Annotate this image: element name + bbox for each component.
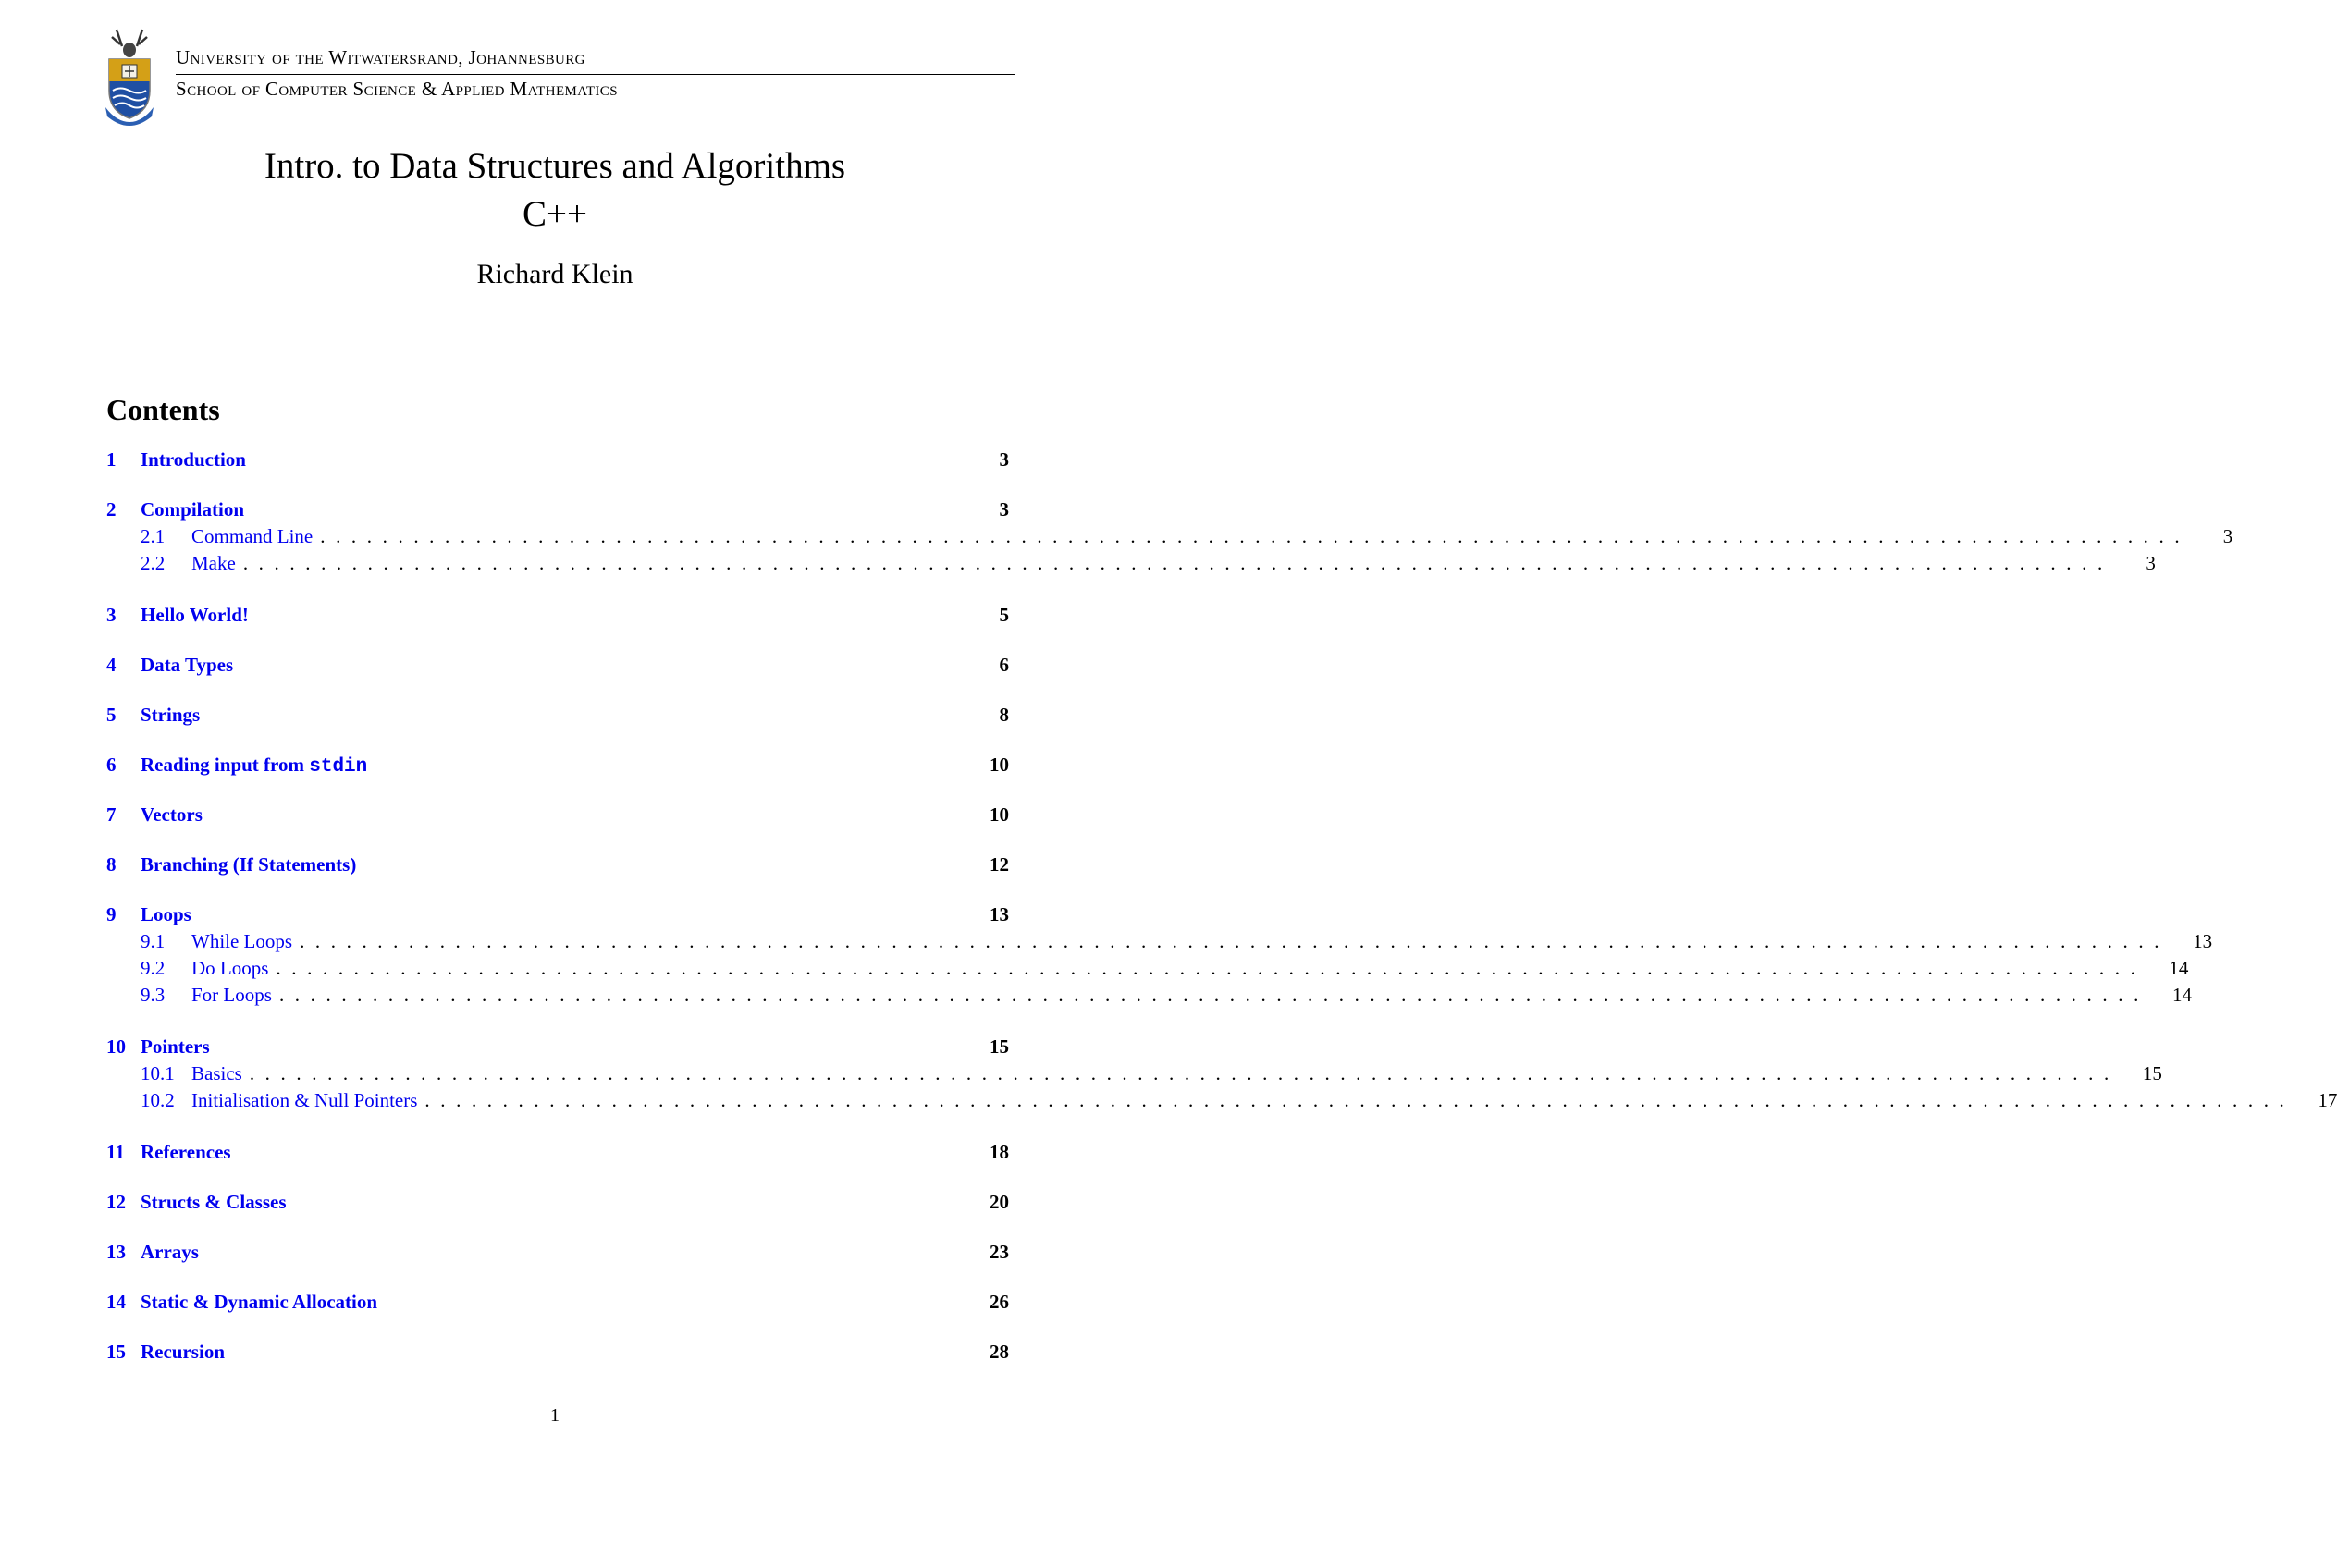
toc-section-page: 10 [990,803,1009,826]
toc-section-page: 28 [990,1341,1009,1363]
toc-leader-dots: ........................................................................................................................ [320,525,2191,547]
toc-section-number: 13 [106,1241,126,1263]
toc-subsection-link[interactable] [106,1089,2337,1116]
table-of-contents [106,448,2337,1366]
toc-section-title-text: Branching (If Statements) [141,853,357,876]
toc-section-title [141,1241,990,1264]
toc-subsection-title: Do Loops [191,957,269,979]
toc-section-page: 18 [990,1141,1009,1163]
toc-section-number: 9 [106,903,117,925]
document-title: Intro. to Data Structures and Algorithms [264,146,846,186]
toc-section-page: 15 [990,1035,1009,1058]
toc-section-link[interactable] [106,1141,1009,1166]
toc-section-title [141,1341,990,1364]
toc-subsection-title: Basics [191,1062,242,1084]
toc-section-link[interactable] [106,704,1009,729]
toc-subsection-page: 14 [2169,957,2189,979]
toc-subsection-title: While Loops [191,930,293,952]
toc-section-title [141,704,1000,727]
toc-leader-dots: ........................................................................................................................ [278,984,2149,1006]
toc-subsection-number: 2.2 [141,552,166,574]
toc-section-link[interactable] [106,448,1009,473]
toc-subsection-number: 2.1 [141,525,166,547]
toc-subsection-page: 13 [2193,930,2213,952]
toc-section-title-text: Compilation [141,498,245,521]
toc-section-page: 13 [990,903,1009,925]
toc-section-link[interactable] [106,903,1009,928]
toc-subsection-link[interactable] [106,957,2189,984]
toc-subsection-number: 9.1 [141,930,166,952]
toc-section-number: 7 [106,803,117,826]
toc-section-title [141,853,990,876]
toc-section-page: 26 [990,1291,1009,1313]
contents-heading: Contents [106,393,220,426]
toc-section-link[interactable] [106,1035,1009,1060]
toc-section-number: 6 [106,753,117,776]
toc-section-code: stdin [309,756,368,778]
toc-section-page: 12 [990,853,1009,876]
toc-section-title [141,448,1000,472]
toc-section-title [141,654,1000,677]
toc-section-title-text: References [141,1141,231,1163]
toc-leader-dots: ........................................................................................................................ [300,930,2171,952]
toc-subsection-title: Make [191,552,236,574]
toc-section-number: 12 [106,1191,126,1213]
toc-section-link[interactable] [106,853,1009,878]
page-number: 1 [550,1405,560,1426]
toc-section-link[interactable] [106,604,1009,629]
toc-subsection-page: 15 [2142,1062,2162,1084]
toc-leader-dots: ........................................................................................................................ [242,552,2113,574]
toc-section-page: 5 [999,604,1009,626]
toc-section-title [141,498,1000,521]
toc-section-number: 3 [106,604,117,626]
toc-section-title [141,1035,990,1059]
header-rule [176,74,1015,75]
toc-section-title-text: Vectors [141,803,203,826]
document-subtitle: C++ [522,194,587,234]
toc-subsection-page: 17 [2318,1089,2337,1111]
toc-section-number: 1 [106,448,117,471]
toc-section-page: 3 [999,448,1009,471]
toc-section-title [141,803,990,827]
toc-subsection-link[interactable] [106,525,2233,552]
toc-leader-dots: ........................................................................................................................ [424,1089,2295,1111]
toc-section-title-text: Introduction [141,448,246,471]
toc-subsection-link[interactable] [106,1062,2162,1089]
toc-section-link[interactable] [106,498,1009,523]
university-name: University of the Witwatersrand, Johannesburg [176,46,585,68]
toc-section-link[interactable] [106,1241,1009,1266]
toc-leader-dots: ........................................................................................................................ [276,957,2146,979]
toc-leader-dots: ........................................................................................................................ [249,1062,2120,1084]
toc-section-page: 23 [990,1241,1009,1263]
toc-section-number: 15 [106,1341,126,1363]
toc-section-link[interactable] [106,1191,1009,1216]
toc-section-title [141,1191,990,1214]
toc-section-title [141,903,990,926]
toc-section-title-text: Arrays [141,1241,199,1263]
toc-section-title-text: Data Types [141,654,234,676]
toc-section-number: 8 [106,853,117,876]
toc-section-title-text: Pointers [141,1035,210,1058]
toc-subsection-link[interactable] [106,552,2156,579]
toc-section-number: 5 [106,704,117,726]
author-name: Richard Klein [476,259,633,289]
toc-section-number: 11 [106,1141,125,1163]
toc-section-link[interactable] [106,803,1009,828]
toc-section-title [141,1141,990,1164]
toc-section-number: 4 [106,654,117,676]
toc-section-title [141,604,1000,627]
toc-section-number: 14 [106,1291,126,1313]
toc-section-number: 2 [106,498,117,521]
toc-subsection-number: 10.1 [141,1062,175,1084]
toc-subsection-page: 3 [2146,552,2156,574]
toc-section-link[interactable] [106,654,1009,679]
toc-section-title [141,1291,990,1314]
toc-section-title-text: Static & Dynamic Allocation [141,1291,378,1313]
toc-section-page: 20 [990,1191,1009,1213]
toc-subsection-link[interactable] [106,984,2192,1011]
toc-section-link[interactable] [106,1341,1009,1366]
toc-subsection-number: 9.2 [141,957,166,979]
toc-section-page: 6 [999,654,1009,676]
toc-subsection-title: Initialisation & Null Pointers [191,1089,418,1111]
toc-section-link[interactable] [106,1291,1009,1316]
toc-subsection-title: For Loops [191,984,272,1006]
toc-section-title [141,753,990,778]
school-name: School of Computer Science & Applied Mathematics [176,78,618,100]
toc-subsection-page: 14 [2171,984,2192,1006]
toc-section-page: 10 [990,753,1009,776]
toc-section-title-text: Reading input from [141,753,310,776]
toc-section-link[interactable] [106,753,1009,778]
toc-section-page: 3 [999,498,1009,521]
university-crest-logo [104,26,155,126]
toc-section-title-text: Loops [141,903,191,925]
toc-subsection-title: Command Line [191,525,314,547]
toc-subsection-number: 9.3 [141,984,166,1006]
toc-subsection-number: 10.2 [141,1089,175,1111]
toc-section-title-text: Structs & Classes [141,1191,287,1213]
toc-section-title-text: Strings [141,704,201,726]
toc-section-page: 8 [999,704,1009,726]
toc-subsection-page: 3 [2222,525,2233,547]
toc-section-title-text: Recursion [141,1341,225,1363]
toc-section-number: 10 [106,1035,126,1058]
toc-subsection-link[interactable] [106,930,2213,957]
toc-section-title-text: Hello World! [141,604,249,626]
